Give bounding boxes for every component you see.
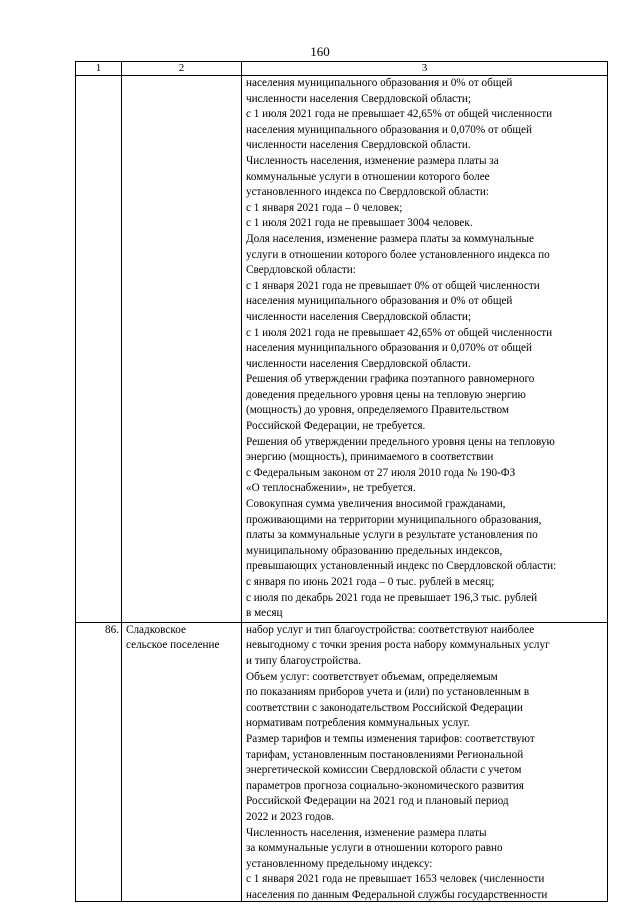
text-line: и типу благоустройства.	[246, 654, 361, 667]
text-line: численности населения Свердловской области;	[246, 92, 471, 105]
text-line: Численность населения, изменение размера платы за	[246, 154, 499, 167]
text-line: Свердловской области:	[246, 264, 356, 277]
row-text	[242, 622, 608, 901]
text-line: населения муниципального образования и 0,070% от общей	[246, 123, 532, 136]
header-col-2: 2	[122, 62, 242, 76]
text-line: набор услуг и тип благоустройства: соответствуют наиболее	[246, 623, 535, 636]
header-col-3: 3	[242, 62, 608, 76]
text-line: коммунальные услуги в отношении которого более	[246, 170, 490, 183]
text-line: численности населения Свердловской области.	[246, 139, 471, 152]
text-line: населения муниципального образования и 0% от общей	[246, 295, 513, 308]
text-line: превышающих установленный индекс по Свердловской области:	[246, 560, 557, 573]
text-line: с 1 января 2021 года не превышает 1653 человек (численности	[246, 873, 545, 886]
text-line: Размер тарифов и темпы изменения тарифов: соответствуют	[246, 732, 535, 745]
text-line: Российской Федерации на 2021 год и плановый период	[246, 795, 509, 808]
text-line: (мощность) до уровня, определяемого Правительством	[246, 404, 509, 417]
header-col-1: 1	[76, 62, 122, 76]
text-line: численности населения Свердловской области;	[246, 310, 471, 323]
text-line: Объем услуг: соответствует объемам, определяемым	[246, 670, 498, 683]
text-line: с 1 июля 2021 года не превышает 42,65% от общей численности	[246, 108, 553, 121]
text-line: численности населения Свердловской области.	[246, 357, 471, 370]
text-line: энергию (мощность), принимаемого в соответствии	[246, 451, 494, 464]
text-line: 2022 и 2023 годов.	[246, 810, 335, 823]
text-line: Решения об утверждении предельного уровня цены на тепловую	[246, 435, 555, 448]
text-line: с 1 июля 2021 года не превышает 3004 человек.	[246, 217, 473, 230]
text-line: «О теплоснабжении», не требуется.	[246, 482, 416, 495]
text-line: населения муниципального образования и 0,070% от общей	[246, 342, 532, 355]
text-line: нормативам потребления коммунальных услуг.	[246, 717, 470, 730]
text-line: Совокупная сумма увеличения вносимой гражданами,	[246, 498, 506, 511]
text-line: проживающими на территории муниципального образования,	[246, 513, 542, 526]
municipality-name	[122, 76, 242, 623]
text-line: Сладковское	[126, 623, 186, 636]
text-line: невыгодному с точки зрения роста набору коммунальных услуг	[246, 639, 550, 652]
text-line: в месяц	[246, 607, 283, 620]
table-row	[76, 76, 608, 623]
text-line: населения по данным Федеральной службы государственности	[246, 888, 548, 901]
text-line: соответствии с законодательством Российской Федерации	[246, 701, 523, 714]
text-line: Решения об утверждении графика поэтапного равномерного	[246, 373, 535, 386]
text-line: сельское поселение	[126, 639, 220, 652]
header-row	[76, 62, 608, 76]
text-line: установленному предельному индексу:	[246, 857, 433, 870]
municipality-name	[122, 622, 242, 901]
text-line: тарифам, установленным постановлениями Региональной	[246, 748, 524, 761]
text-line: установленного индекса по Свердловской области:	[246, 186, 490, 199]
text-line: услуги в отношении которого более установленного индекса по	[246, 248, 550, 261]
text-line: населения муниципального образования и 0% от общей	[246, 77, 513, 89]
text-line: с июля по декабрь 2021 года не превышает 196,3 тыс. рублей	[246, 591, 538, 604]
page-number: 160	[310, 44, 330, 59]
text-line: Доля населения, изменение размера платы за коммунальные	[246, 232, 534, 245]
text-line: платы за коммунальные услуги в результате установления по	[246, 529, 538, 542]
table-row	[76, 622, 608, 901]
text-line: доведения предельного уровня цены на тепловую энергию	[246, 388, 526, 401]
row-text	[242, 76, 608, 623]
text-line: энергетической комиссии Свердловской области с учетом	[246, 764, 522, 777]
text-line: параметров прогноза социально-экономического развития	[246, 779, 524, 792]
text-line: с Федеральным законом от 27 июля 2010 года № 190-ФЗ	[246, 466, 516, 479]
text-line: с 1 января 2021 года не превышает 0% от общей численности	[246, 279, 540, 292]
text-line: по показаниям приборов учета и (или) по установленным в	[246, 686, 530, 699]
row-number: 86.	[76, 622, 122, 901]
data-table	[75, 61, 608, 902]
text-line: с 1 января 2021 года – 0 человек;	[246, 201, 403, 214]
text-line: Численность населения, изменение размера платы	[246, 826, 487, 839]
row-number	[76, 76, 122, 623]
text-line: Российской Федерации, не требуется.	[246, 420, 426, 433]
text-line: с января по июнь 2021 года – 0 тыс. рублей в месяц;	[246, 576, 495, 588]
text-line: с 1 июля 2021 года не превышает 42,65% от общей численности	[246, 326, 553, 339]
text-line: муниципальному образованию предельных индексов,	[246, 544, 503, 557]
text-line: за коммунальные услуги в отношении которого равно	[246, 842, 503, 855]
